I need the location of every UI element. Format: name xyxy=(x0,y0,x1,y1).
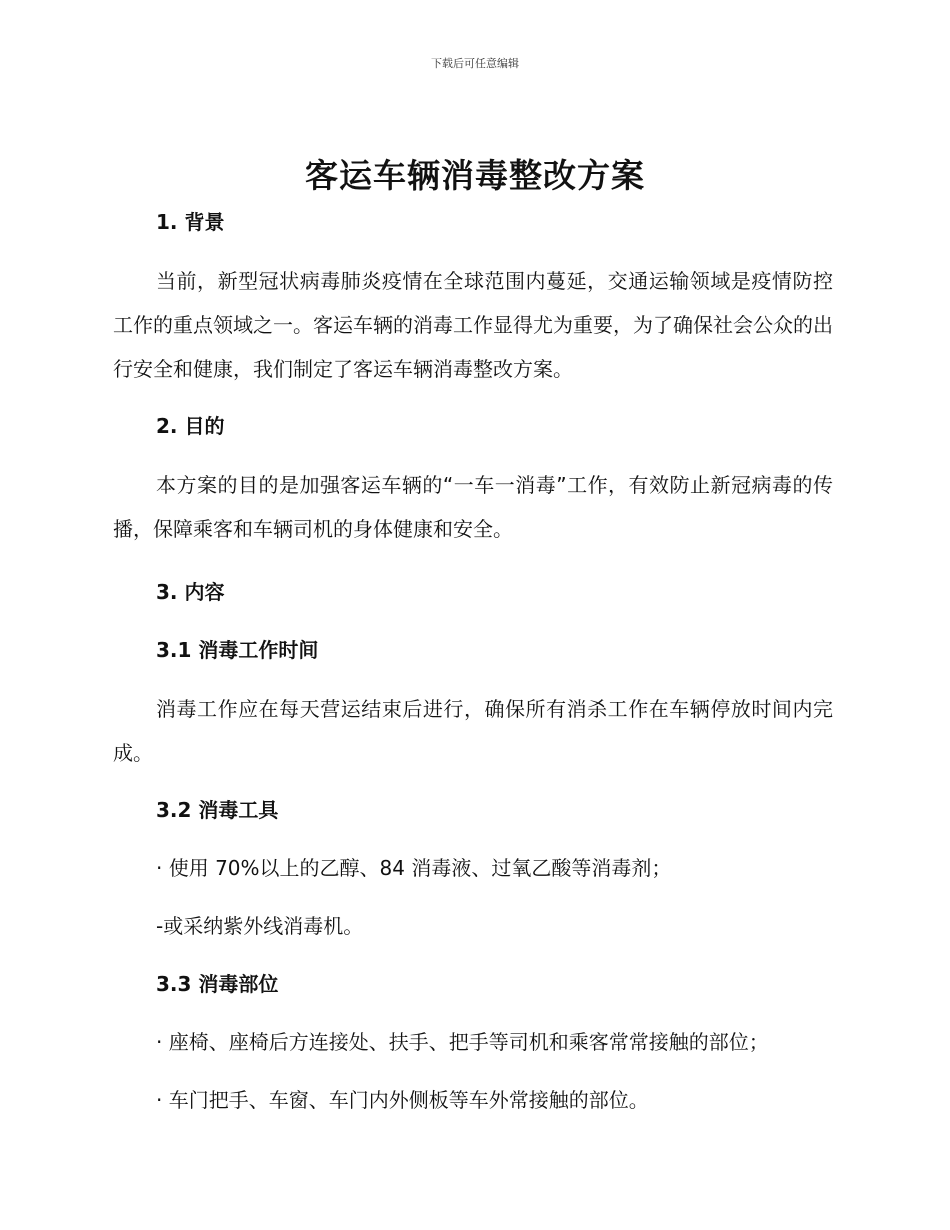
section-heading-background: 1. 背景 xyxy=(156,210,225,234)
subsection-heading-time: 3.1 消毒工作时间 xyxy=(156,638,319,662)
subsection-heading-tools: 3.2 消毒工具 xyxy=(156,798,279,822)
list-item: · 座椅、座椅后方连接处、扶手、把手等司机和乘客常常接触的部位； xyxy=(156,1030,769,1054)
section-heading-purpose: 2. 目的 xyxy=(156,414,225,438)
list-item: · 车门把手、车窗、车门内外侧板等车外常接触的部位。 xyxy=(156,1088,649,1112)
subsection-heading-parts: 3.3 消毒部位 xyxy=(156,972,279,996)
header-note: 下载后可任意编辑 xyxy=(431,57,519,70)
section-heading-content: 3. 内容 xyxy=(156,580,225,604)
list-item: · 使用 70%以上的乙醇、84 消毒液、过氧乙酸等消毒剂； xyxy=(156,856,672,880)
list-item: -或采纳紫外线消毒机。 xyxy=(156,914,364,938)
document-title: 客运车辆消毒整改方案 xyxy=(305,156,645,195)
paragraph-background: 当前，新型冠状病毒肺炎疫情在全球范围内蔓延，交通运输领域是疫情防控工作的重点领域之一。客运车辆的消毒工作显得尤为重要，为了确保社会公众的出行安全和健康，我们制定了客运车辆消毒整改方案。 xyxy=(113,269,833,381)
paragraph-time: 消毒工作应在每天营运结束后进行，确保所有消杀工作在车辆停放时间内完成。 xyxy=(113,697,833,765)
document-body xyxy=(113,205,833,1117)
paragraph-purpose: 本方案的目的是加强客运车辆的“一车一消毒”工作，有效防止新冠病毒的传播，保障乘客和车辆司机的身体健康和安全。 xyxy=(113,473,833,541)
